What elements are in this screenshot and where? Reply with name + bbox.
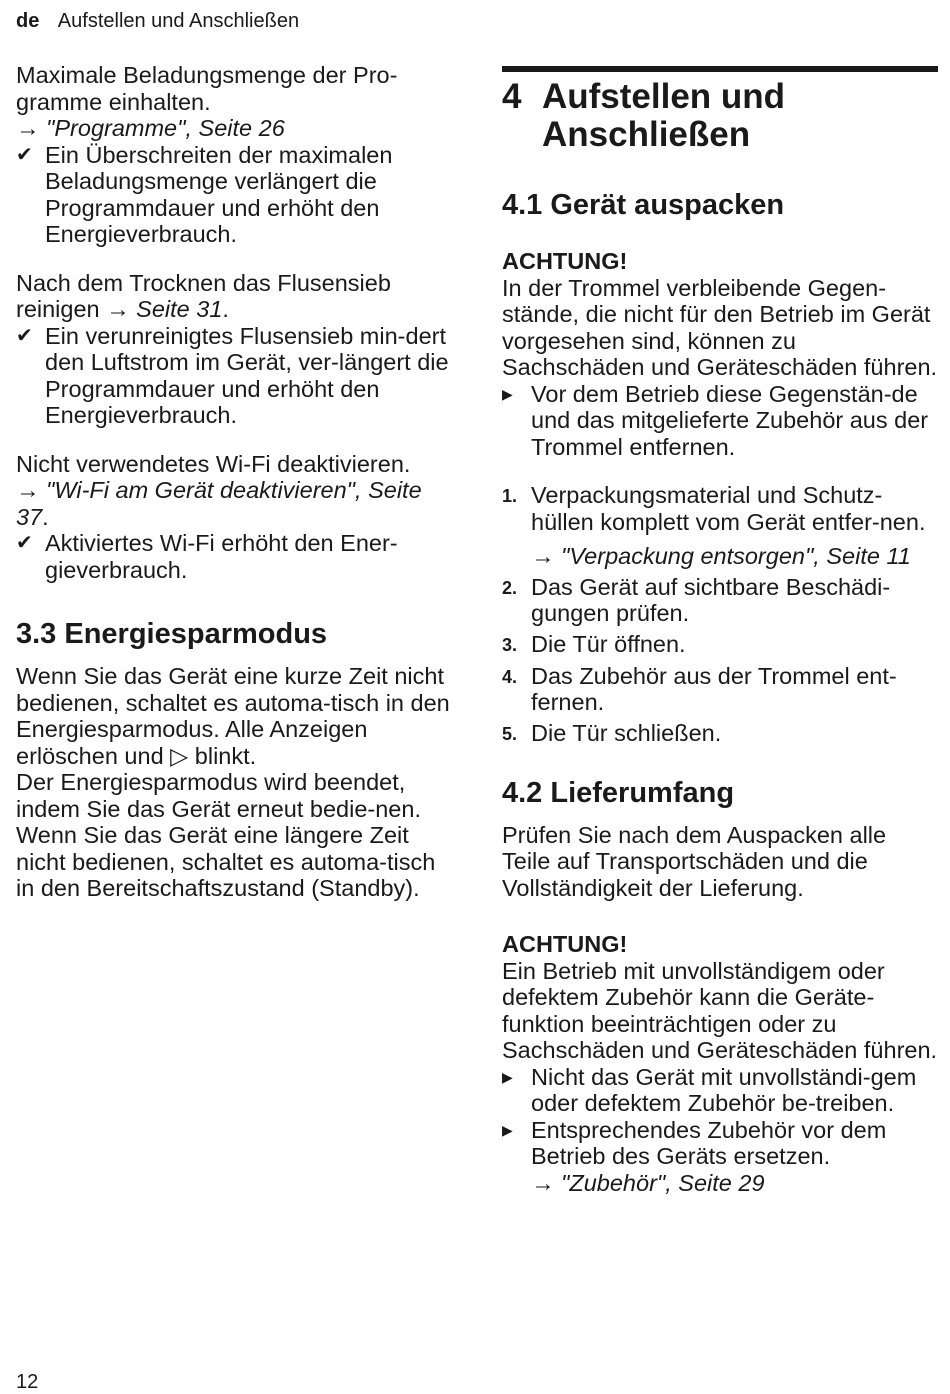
section-heading: 4.2 Lieferumfang <box>502 776 735 809</box>
page-header <box>16 8 299 34</box>
chapter-number: 4 <box>502 77 522 116</box>
chapter-title-line: Aufstellen und <box>542 77 786 116</box>
cross-reference-link[interactable]: → Seite 31 <box>106 296 223 322</box>
section-heading: 3.3 Energiesparmodus <box>16 618 328 650</box>
result-item <box>16 323 456 429</box>
cross-reference-link[interactable]: → "Verpackung entsorgen", Seite 11 <box>531 543 911 569</box>
warning-title: ACHTUNG! <box>502 248 628 274</box>
warning-text: In der Trommel verbleibende Gegen-stände, die nicht für den Betrieb im Gerät vorgesehen sind, können zu Sachschäden und Geräteschäden führen. <box>502 274 938 380</box>
step-item <box>502 720 938 748</box>
cross-reference-link[interactable]: → "Wi-Fi am Gerät deaktivieren", Seite 37 <box>16 477 422 530</box>
bullet-triangle-icon: ▶ <box>502 385 513 402</box>
step-text: Die Tür öffnen. <box>531 630 686 657</box>
result-item <box>16 142 456 248</box>
paragraph: Maximale Beladungsmenge der Pro-gramme einhalten. <box>16 62 398 115</box>
step-number: 5. <box>502 723 518 744</box>
action-item <box>502 381 938 461</box>
step-text: Die Tür schließen. <box>531 719 722 746</box>
result-text: Ein Überschreiten der maximalen Beladungsmenge verlängert die Programmdauer und erhöht den Energieverbrauch. <box>45 141 393 247</box>
paragraph: Der Energiesparmodus wird beendet, indem Sie das Gerät erneut bedie-nen. <box>16 769 421 822</box>
paragraph: Wenn Sie das Gerät eine längere Zeit nicht bedienen, schaltet es automa-tisch in den Bereitschaftszustand (Standby). <box>16 822 436 901</box>
step-list <box>502 482 938 748</box>
warning-title: ACHTUNG! <box>502 931 628 957</box>
paragraph-text: Nach dem Trocknen das Flusensieb reinigen <box>16 269 391 322</box>
punctuation: . <box>42 503 49 530</box>
header-title: Aufstellen und Anschließen <box>57 10 300 32</box>
paragraph <box>16 663 456 769</box>
action-item <box>502 1117 938 1170</box>
language-code: de <box>16 10 40 32</box>
action-item <box>502 1064 938 1117</box>
bullet-triangle-icon: ▶ <box>502 1068 513 1085</box>
right-column <box>502 66 938 1196</box>
chapter-title-line: Anschließen <box>542 115 751 154</box>
cross-reference-link[interactable]: → "Zubehör", Seite 29 <box>531 1169 765 1196</box>
result-text: Ein verunreinigtes Flusensieb min-dert den Luftstrom im Gerät, ver-längert die Programmdauer und erhöht den Energieverbrauch. <box>45 322 449 428</box>
step-number: 1. <box>502 486 518 506</box>
section-heading: 4.1 Gerät auspacken <box>502 189 785 221</box>
paragraph: Prüfen Sie nach dem Auspacken alle Teile auf Transportschäden und die Vollständigkeit der Lieferung. <box>502 821 887 901</box>
step-item <box>502 631 938 659</box>
step-text: Das Zubehör aus der Trommel ent-fernen. <box>531 662 897 715</box>
step-text: Verpackungsmaterial und Schutz-hüllen komplett vom Gerät entfer-nen. <box>531 482 926 535</box>
paragraph <box>16 270 456 323</box>
action-text: Entsprechendes Zubehör vor dem Betrieb des Geräts ersetzen. <box>531 1116 887 1169</box>
step-number: 4. <box>502 666 518 687</box>
check-icon: ✔ <box>16 324 33 347</box>
left-column <box>16 62 456 902</box>
reference-line <box>16 477 456 530</box>
cross-reference-link[interactable]: → "Programme", Seite 26 <box>16 115 285 141</box>
check-icon: ✔ <box>16 532 33 554</box>
result-item <box>16 530 456 583</box>
action-text: Vor dem Betrieb diese Gegenstän-de und das mitgelieferte Zubehör aus der Trommel entfernen. <box>531 380 929 460</box>
play-triangle-icon: ▷ <box>170 742 189 769</box>
step-number: 3. <box>502 634 518 655</box>
action-text: Nicht das Gerät mit unvollständi-gem oder defektem Zubehör be-treiben. <box>531 1063 917 1116</box>
paragraph-text: Wenn Sie das Gerät eine kurze Zeit nicht bedienen, schaltet es automa-tisch in den Energiesparmodus. Alle Anzeigen erlöschen und <box>16 663 450 769</box>
result-text: Aktiviertes Wi-Fi erhöht den Ener-gieverbrauch. <box>45 530 398 583</box>
paragraph: Nicht verwendetes Wi-Fi deaktivieren. <box>16 450 411 477</box>
paragraph-text: blinkt. <box>194 742 257 769</box>
warning-text: Ein Betrieb mit unvollständigem oder defektem Zubehör kann die Geräte-funktion beeinträchtigen oder zu Sachschäden und Geräteschäden führen. <box>502 957 938 1063</box>
step-item <box>502 663 938 716</box>
step-text: Das Gerät auf sichtbare Beschädi-gungen prüfen. <box>531 573 891 626</box>
step-item <box>502 482 938 535</box>
step-number: 2. <box>502 577 518 598</box>
step-item <box>502 574 938 627</box>
page-number: 12 <box>16 1371 39 1393</box>
chapter-heading <box>502 66 938 154</box>
bullet-triangle-icon: ▶ <box>502 1121 513 1138</box>
check-icon: ✔ <box>16 143 33 166</box>
punctuation: . <box>222 296 229 322</box>
